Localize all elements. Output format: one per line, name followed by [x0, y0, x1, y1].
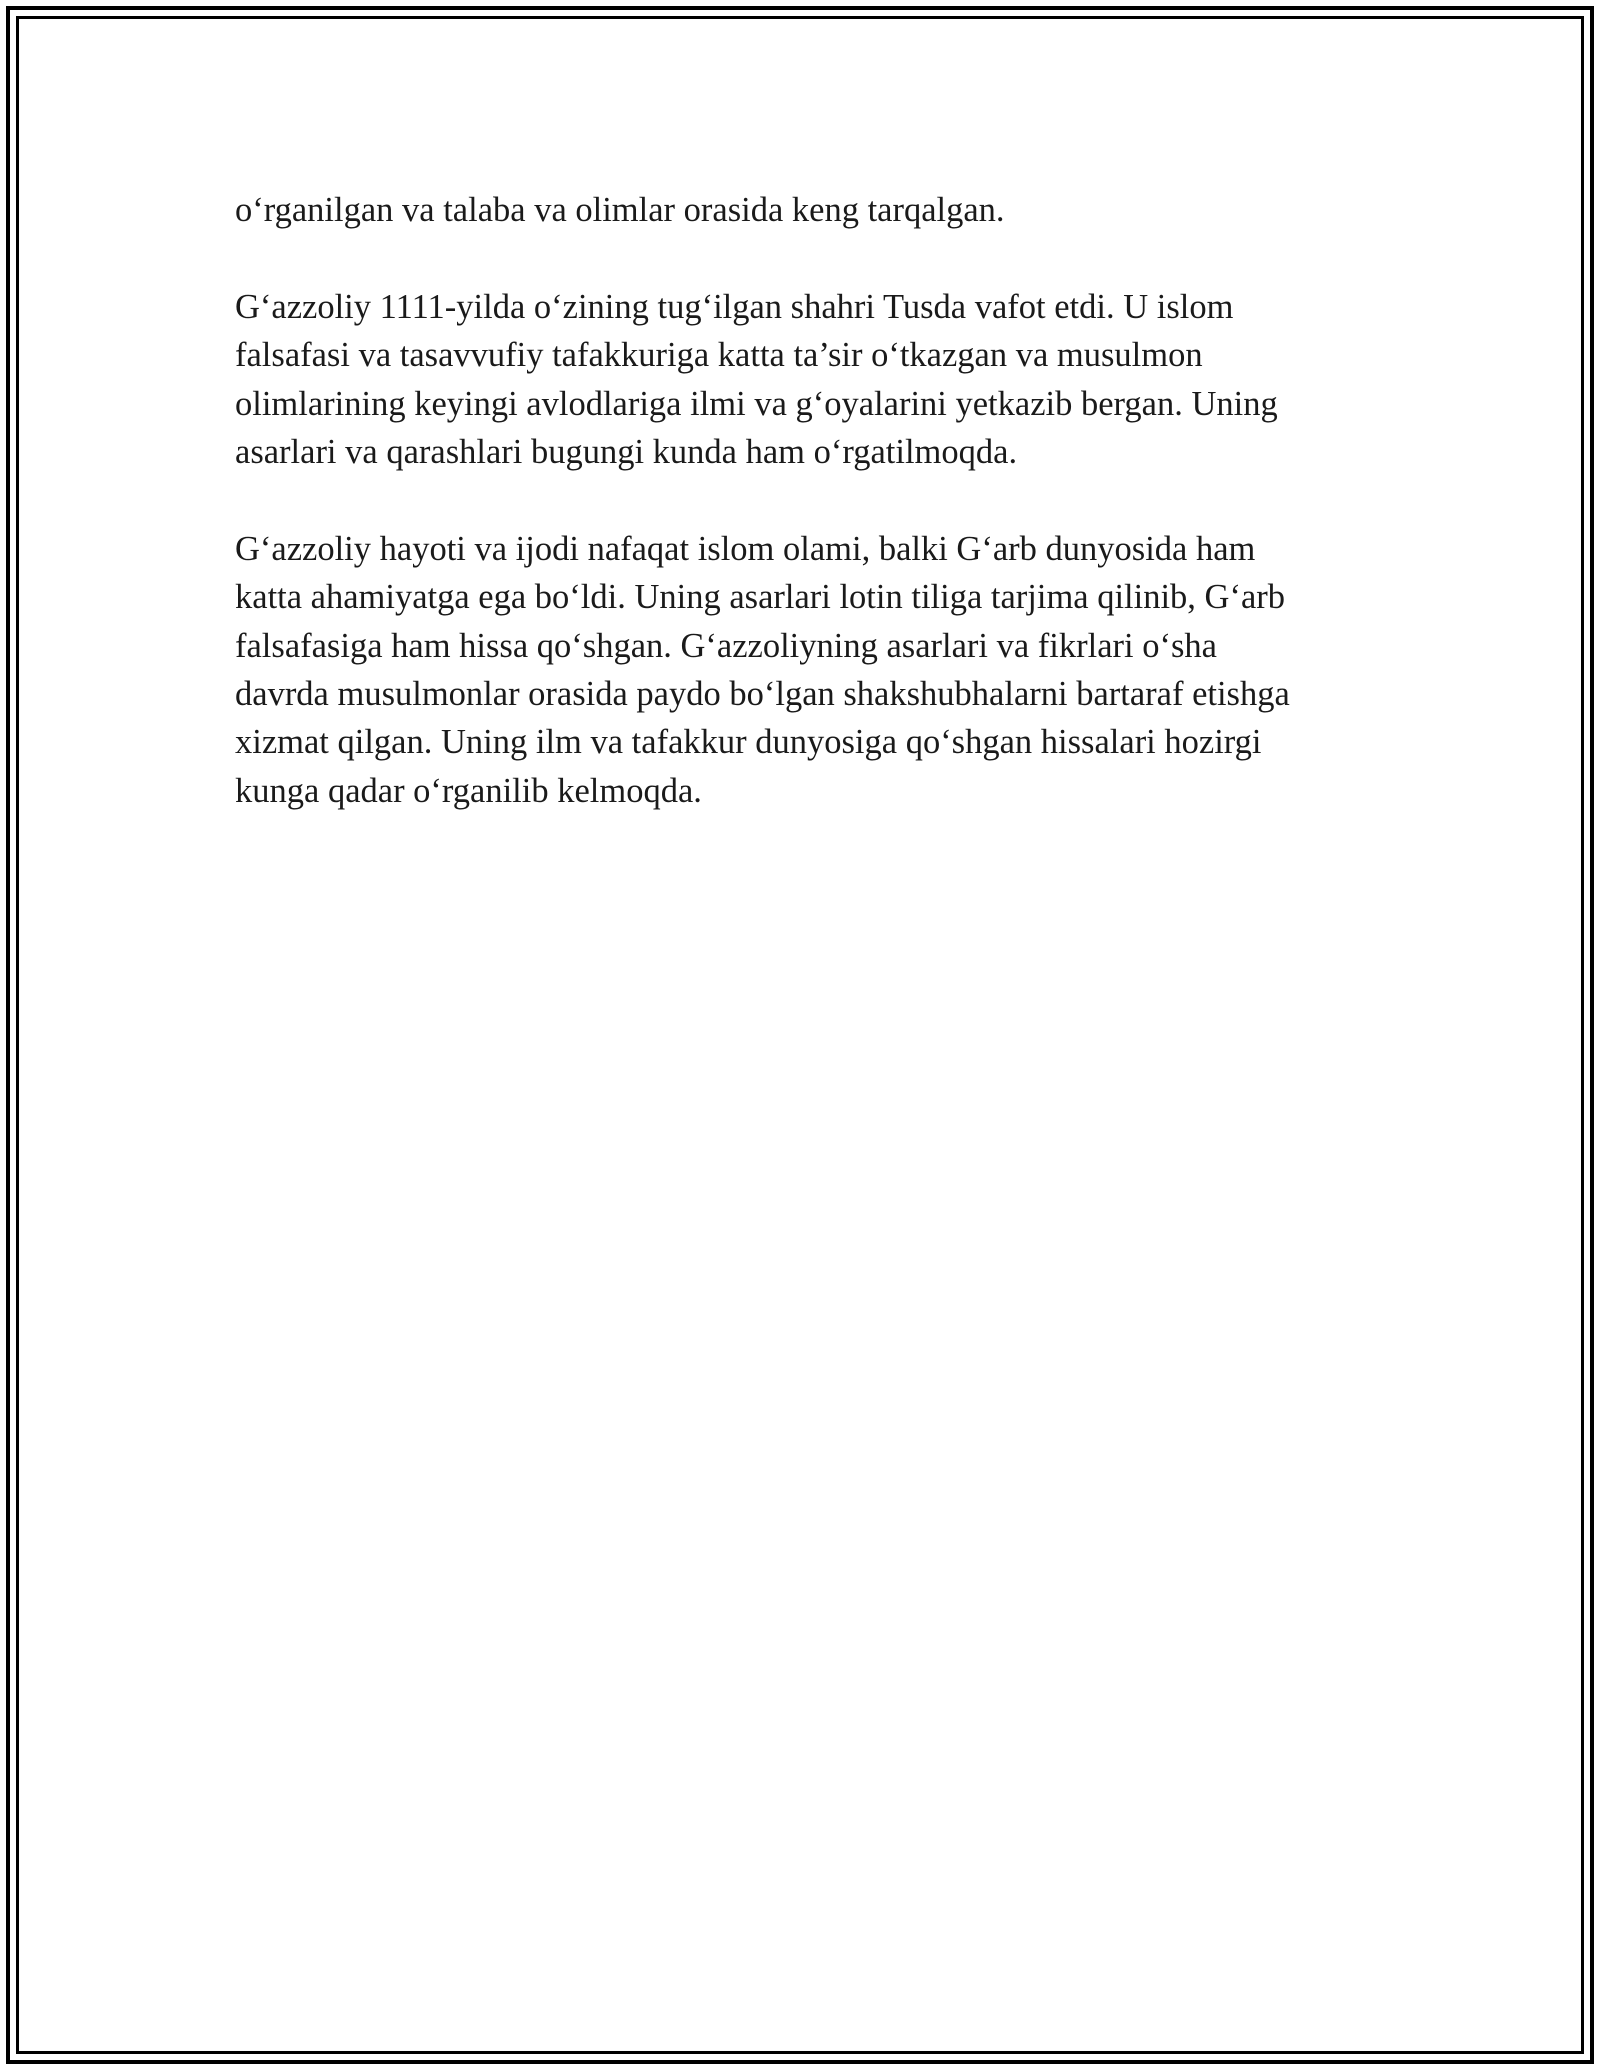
text-line: asarlari va qarashlari bugungi kunda ham o‘rgatilmoqda. — [235, 433, 1018, 472]
text-line: o‘rganilgan va talaba va olimlar orasida keng tarqalgan. — [235, 191, 1005, 229]
paragraph — [235, 186, 1375, 234]
text-line: falsafasiga ham hissa qo‘shgan. G‘azzoliyning asarlari va fikrlari o‘sha — [235, 626, 1217, 665]
text-line: olimlarining keyingi avlodlariga ilmi va g‘oyalarini yetkazib bergan. Uning — [235, 384, 1278, 423]
text-line: G‘azzoliy hayoti va ijodi nafaqat islom olami, balki G‘arb dunyosida ham — [235, 529, 1256, 568]
text-line: kunga qadar o‘rganilib kelmoqda. — [235, 771, 702, 810]
text-line: G‘azzoliy 1111-yilda o‘zining tug‘ilgan shahri Tusda vafot etdi. U islom — [235, 287, 1234, 326]
text-line: xizmat qilgan. Uning ilm va tafakkur dunyosiga qo‘shgan hissalari hozirgi — [235, 723, 1262, 762]
paragraph — [235, 525, 1375, 815]
paragraph — [235, 283, 1375, 477]
text-line: katta ahamiyatga ega bo‘ldi. Uning asarlari lotin tiliga tarjima qilinib, G‘arb — [235, 578, 1286, 617]
document-body — [235, 186, 1375, 864]
text-line: falsafasi va tasavvufiy tafakkuriga katta ta’sir o‘tkazgan va musulmon — [235, 336, 1203, 375]
text-line: davrda musulmonlar orasida paydo bo‘lgan shakshubhalarni bartaraf etishga — [235, 675, 1290, 714]
